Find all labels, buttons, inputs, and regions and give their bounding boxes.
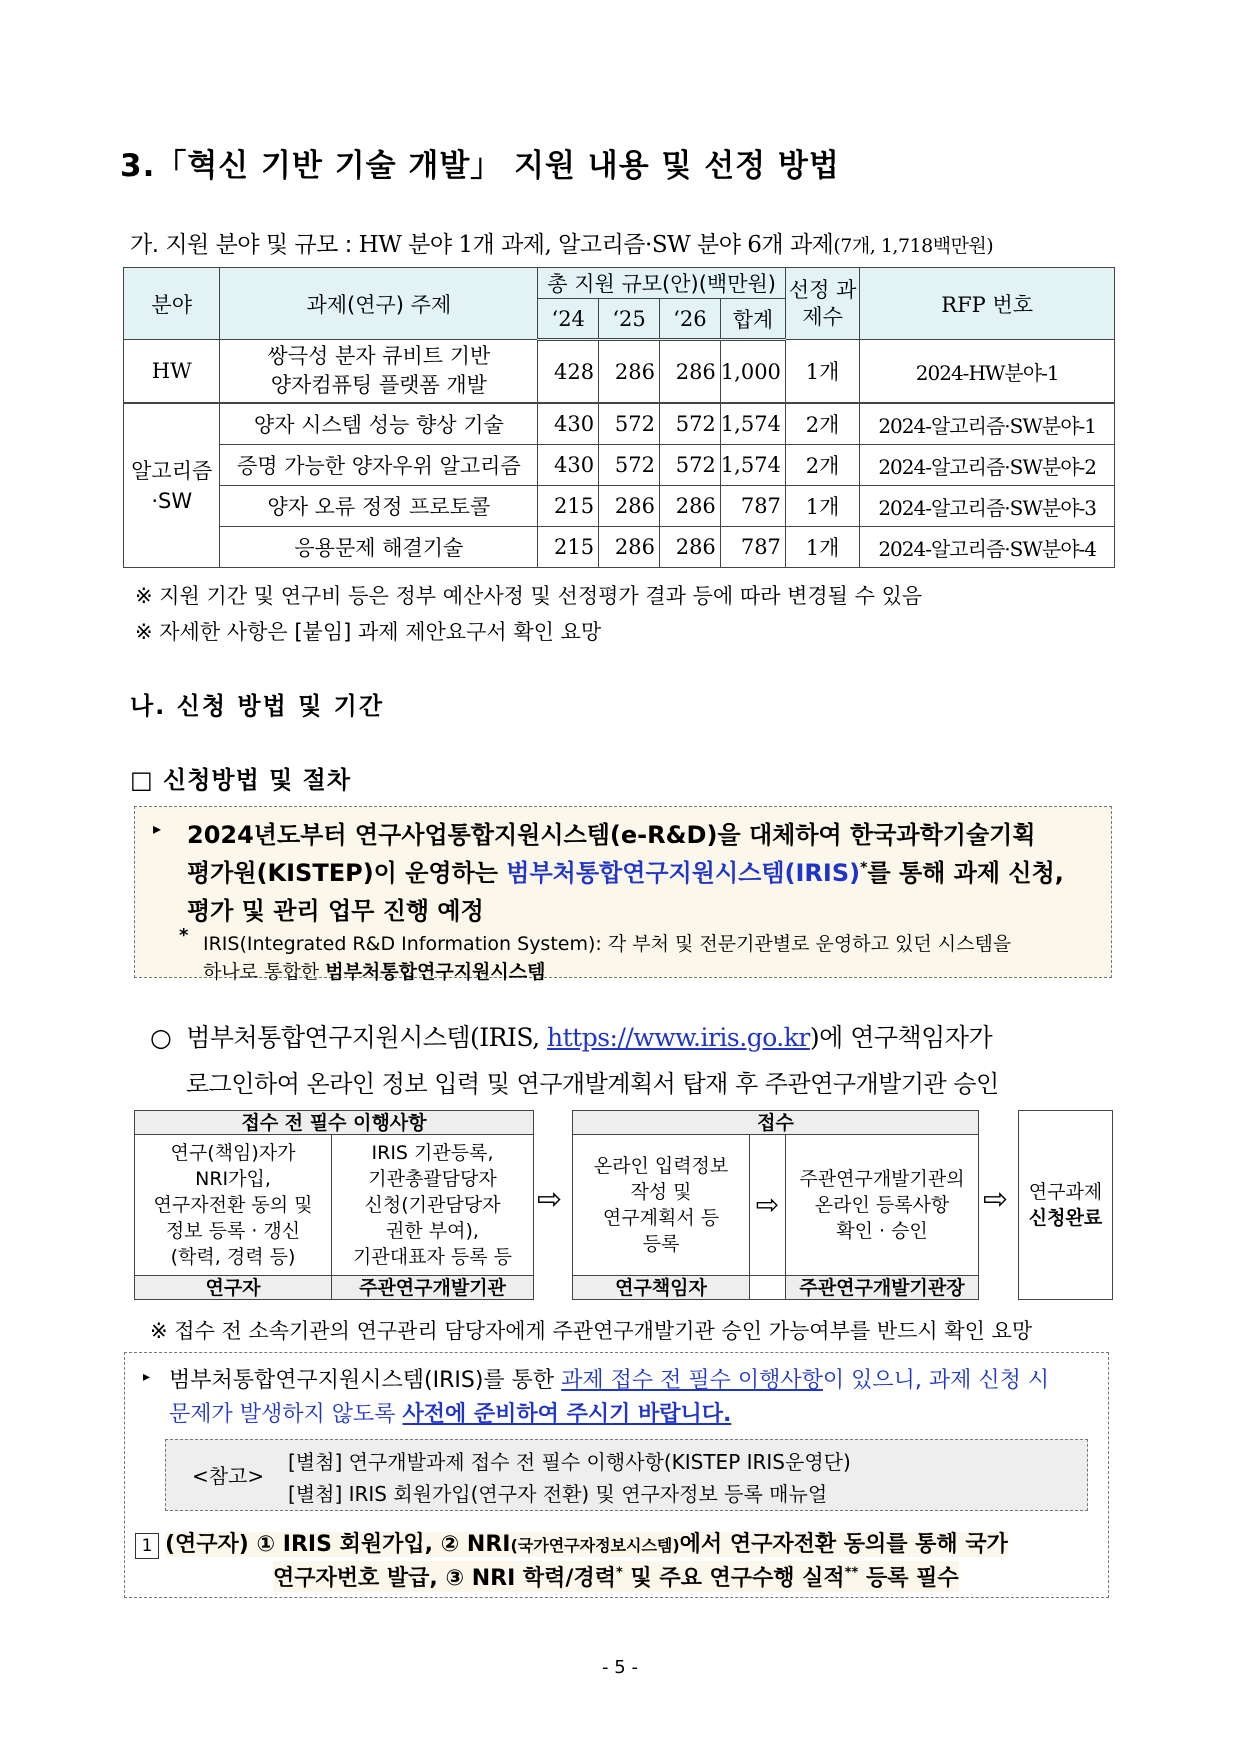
flow-arrow-icon: ⇨ [983, 1182, 1009, 1217]
row-y24: 430 [538, 445, 599, 486]
reference-item-1: [별첨] 연구개발과제 접수 전 필수 이행사항(KISTEP IRIS운영단) [288, 1450, 851, 1474]
header-field: 분야 [124, 268, 220, 340]
row-count: 2개 [785, 445, 859, 486]
section-ga-paren: (7개, 1,718백만원) [833, 235, 994, 257]
row-total: 1,000 [720, 340, 785, 404]
row-y25: 286 [599, 486, 660, 527]
step-researcher: 1 (연구자) ① IRIS 회원가입, ② NRI(국가연구자정보시스템)에서 연구자전환 동의를 통해 국가 [135, 1527, 1008, 1559]
info-line-2: 평가원(KISTEP)이 운영하는 범부처통합연구지원시스템(IRIS)*를 통해 과제 신청, [187, 859, 1064, 887]
header-y26: ‘26 [659, 299, 720, 340]
row-y26: 286 [659, 340, 720, 404]
flow-box-receipt [572, 1110, 979, 1300]
row-rfp: 2024-알고리즘·SW분야-1 [860, 403, 1115, 445]
flow-box2-researcher: 온라인 입력정보 작성 및 연구계획서 등 등록 [573, 1135, 750, 1275]
row-count: 1개 [785, 486, 859, 527]
row-topic: 응용문제 해결기술 [220, 527, 538, 568]
row-topic: 증명 가능한 양자우위 알고리즘 [220, 445, 538, 486]
header-y24: ‘24 [538, 299, 599, 340]
iris-info-box [134, 806, 1112, 983]
header-rfp: RFP 번호 [860, 268, 1115, 340]
iris-highlight: 범부처통합연구지원시스템(IRIS) [506, 859, 861, 887]
row-total: 1,574 [720, 403, 785, 445]
row-y25: 286 [599, 340, 660, 404]
note-2: ※ 자세한 사항은 [붙임] 과제 제안요구서 확인 요망 [135, 620, 602, 644]
prerequisite-box [124, 1352, 1109, 1598]
prereq-highlight: 과제 접수 전 필수 이행사항 [561, 1368, 823, 1393]
reference-box [165, 1439, 1088, 1511]
subsection-heading: □ 신청방법 및 절차 [130, 766, 352, 794]
header-y25: ‘25 [599, 299, 660, 340]
row-total: 1,574 [720, 445, 785, 486]
footnote-star: * [179, 925, 189, 946]
flow-box2-foot-researcher: 연구책임자 [573, 1275, 750, 1299]
row-y25: 572 [599, 445, 660, 486]
row-rfp: 2024-알고리즘·SW분야-3 [860, 486, 1115, 527]
info-line-3: 평가 및 관리 업무 진행 예정 [187, 897, 484, 925]
row-count: 2개 [785, 403, 859, 445]
field-alg: 알고리즘 ·SW [124, 403, 220, 568]
footnote-line-2: 하나로 통합한 범부처통합연구지원시스템 [203, 961, 546, 983]
row-y25: 572 [599, 403, 660, 445]
flow-arrow-icon: ⇨ [537, 1182, 563, 1217]
table-row [124, 403, 1115, 445]
page-title: 3.「혁신 기반 기술 개발」 지원 내용 및 선정 방법 [120, 148, 840, 184]
row-y26: 572 [659, 445, 720, 486]
table-row [124, 340, 1115, 404]
header-topic: 과제(연구) 주제 [220, 268, 538, 340]
row-y24: 430 [538, 403, 599, 445]
flow-box2-approval: 주관연구개발기관의 온라인 등록사항 확인 · 승인 [785, 1135, 978, 1275]
flow-box1-researcher: 연구(책임)자가 NRI가입, 연구자전환 동의 및 정보 등록 · 갱신 (학력, 경력 등) [135, 1135, 332, 1275]
iris-login-line-2: 로그인하여 온라인 정보 입력 및 연구개발계획서 탑재 후 주관연구개발기관 승인 [186, 1070, 999, 1098]
row-rfp: 2024-알고리즘·SW분야-2 [860, 445, 1115, 486]
page-number: - 5 - [602, 1657, 638, 1678]
row-total: 787 [720, 486, 785, 527]
section-na: 나. 신청 방법 및 기간 [130, 692, 385, 720]
row-topic: 양자 시스템 성능 향상 기술 [220, 403, 538, 445]
info-line-1: 2024년도부터 연구사업통합지원시스템(e-R&D)을 대체하여 한국과학기술기획 [187, 821, 1036, 849]
row-rfp: 2024-알고리즘·SW분야-4 [860, 527, 1115, 568]
row-total: 787 [720, 527, 785, 568]
circle-bullet-icon: ○ [150, 1023, 172, 1052]
row-y26: 286 [659, 486, 720, 527]
flow-box2-foot-head: 주관연구개발기관장 [785, 1275, 978, 1299]
row-topic: 양자 오류 정정 프로토콜 [220, 486, 538, 527]
header-count: 선정 과제수 [785, 268, 859, 340]
step-number-badge: 1 [135, 1533, 159, 1559]
iris-url-link[interactable]: https://www.iris.go.kr [547, 1023, 810, 1052]
row-count: 1개 [785, 527, 859, 568]
row-y24: 215 [538, 486, 599, 527]
section-ga-main: HW 분야 1개 과제, 알고리즘·SW 분야 6개 과제 [351, 232, 834, 258]
support-table [123, 267, 1115, 568]
bullet-triangle-icon: ▸ [153, 819, 162, 838]
row-y24: 428 [538, 340, 599, 404]
table-row [124, 527, 1115, 568]
row-count: 1개 [785, 340, 859, 404]
field-hw: HW [124, 340, 220, 404]
flow-box3-text: 연구과제 신청완료 [1028, 1181, 1103, 1229]
section-ga [130, 226, 993, 259]
prereq-line-2: 문제가 발생하지 않도록 사전에 준비하여 주시기 바랍니다. [169, 1402, 732, 1427]
flow-box-pre-requirements [134, 1110, 534, 1300]
flow-box2-foot-gap [750, 1275, 785, 1299]
flow-box2-head: 접수 [573, 1111, 978, 1135]
row-rfp: 2024-HW분야-1 [860, 340, 1115, 404]
iris-login-line: ○ 범부처통합연구지원시스템(IRIS, https://www.iris.go.kr)에 연구책임자가 [150, 1023, 993, 1052]
section-ga-prefix: 가. 지원 분야 및 규모 : [130, 232, 352, 258]
step-researcher-line-2: 연구자번호 발급, ③ NRI 학력/경력* 및 주요 연구수행 실적** 등록 필수 [273, 1561, 959, 1592]
row-y26: 286 [659, 527, 720, 568]
footnote-line-1: IRIS(Integrated R&D Information System): 각 부처 및 전문기관별로 운영하고 있던 시스템을 [203, 933, 1012, 955]
row-topic: 쌍극성 분자 큐비트 기반 양자컴퓨팅 플랫폼 개발 [220, 340, 538, 404]
note-receipt: ※ 접수 전 소속기관의 연구관리 담당자에게 주관연구개발기관 승인 가능여부를 반드시 확인 요망 [150, 1319, 1033, 1343]
header-total: 합계 [720, 299, 785, 340]
flow-box1-head: 접수 전 필수 이행사항 [135, 1111, 533, 1135]
table-row [124, 486, 1115, 527]
table-header-row [124, 268, 1115, 299]
flow-box1-institution: IRIS 기관등록, 기관총괄담당자 신청(기관담당자 권한 부여), 기관대표자 등록 등 [353, 1142, 512, 1268]
flow-arrow-icon: ⇨ [755, 1188, 780, 1221]
header-budget: 총 지원 규모(안)(백만원) [538, 268, 786, 299]
reference-item-2: [별첨] IRIS 회원가입(연구자 전환) 및 연구자정보 등록 매뉴얼 [288, 1482, 828, 1506]
table-row [124, 445, 1115, 486]
reference-tag: <참고> [192, 1464, 265, 1488]
prereq-line-1: 범부처통합연구지원시스템(IRIS)를 통한 과제 접수 전 필수 이행사항이 있으니, 과제 신청 시 [169, 1368, 1050, 1393]
flow-box1-foot-researcher: 연구자 [135, 1275, 332, 1299]
row-y25: 286 [599, 527, 660, 568]
row-y24: 215 [538, 527, 599, 568]
flow-box-complete [1018, 1110, 1113, 1300]
note-1: ※ 지원 기간 및 연구비 등은 정부 예산사정 및 선정평가 결과 등에 따라 변경될 수 있음 [135, 584, 923, 608]
flow-box1-foot-institution: 주관연구개발기관 [332, 1275, 533, 1299]
row-y26: 572 [659, 403, 720, 445]
bullet-triangle-icon: ▸ [143, 1369, 151, 1385]
